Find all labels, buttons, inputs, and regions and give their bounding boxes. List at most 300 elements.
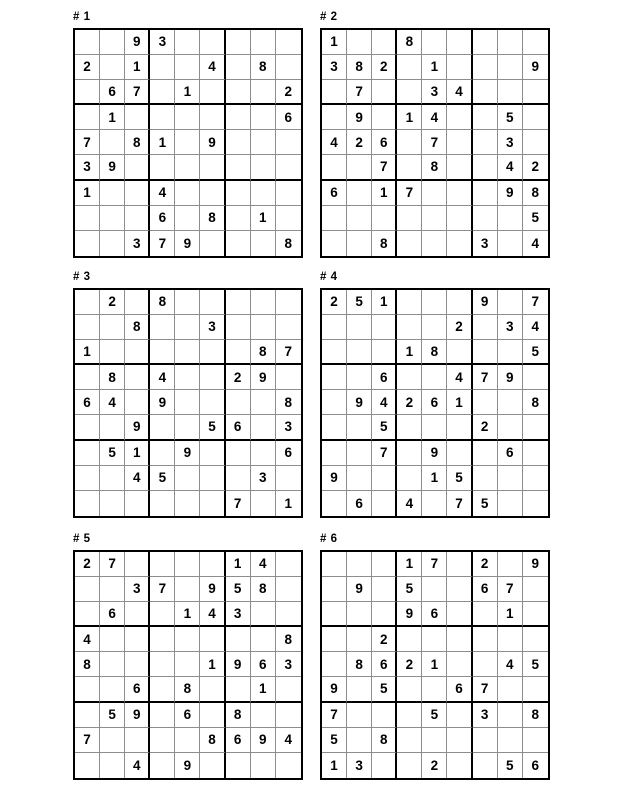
sudoku-cell[interactable]	[175, 340, 200, 365]
sudoku-cell[interactable]: 7	[523, 290, 548, 315]
sudoku-cell[interactable]	[322, 80, 347, 105]
sudoku-cell[interactable]	[251, 30, 276, 55]
sudoku-cell[interactable]	[447, 552, 472, 577]
sudoku-cell[interactable]	[347, 466, 372, 491]
sudoku-cell[interactable]	[251, 627, 276, 652]
sudoku-cell[interactable]	[473, 315, 498, 340]
sudoku-cell[interactable]	[498, 206, 523, 231]
sudoku-cell[interactable]	[372, 105, 397, 130]
sudoku-cell[interactable]: 9	[100, 155, 125, 180]
sudoku-cell[interactable]: 2	[372, 55, 397, 80]
sudoku-cell[interactable]: 2	[322, 290, 347, 315]
sudoku-cell[interactable]	[175, 105, 200, 130]
sudoku-cell[interactable]: 7	[150, 577, 175, 602]
sudoku-cell[interactable]	[200, 677, 225, 702]
sudoku-cell[interactable]: 9	[498, 365, 523, 390]
sudoku-cell[interactable]: 8	[226, 703, 251, 728]
sudoku-cell[interactable]	[226, 105, 251, 130]
sudoku-cell[interactable]	[251, 181, 276, 206]
sudoku-cell[interactable]	[498, 55, 523, 80]
sudoku-cell[interactable]	[372, 315, 397, 340]
sudoku-cell[interactable]: 6	[276, 105, 301, 130]
sudoku-cell[interactable]	[100, 466, 125, 491]
sudoku-cell[interactable]: 7	[498, 577, 523, 602]
sudoku-cell[interactable]	[276, 315, 301, 340]
sudoku-cell[interactable]: 9	[347, 390, 372, 415]
sudoku-cell[interactable]	[175, 130, 200, 155]
sudoku-cell[interactable]	[523, 728, 548, 753]
sudoku-cell[interactable]: 9	[347, 105, 372, 130]
sudoku-cell[interactable]: 4	[125, 466, 150, 491]
sudoku-cell[interactable]	[447, 105, 472, 130]
sudoku-cell[interactable]	[200, 30, 225, 55]
sudoku-cell[interactable]: 1	[372, 181, 397, 206]
sudoku-cell[interactable]: 5	[523, 652, 548, 677]
sudoku-cell[interactable]: 8	[523, 390, 548, 415]
sudoku-cell[interactable]	[422, 677, 447, 702]
sudoku-cell[interactable]: 3	[276, 415, 301, 440]
sudoku-cell[interactable]	[523, 491, 548, 516]
sudoku-cell[interactable]	[175, 55, 200, 80]
sudoku-cell[interactable]	[75, 30, 100, 55]
sudoku-cell[interactable]	[397, 130, 422, 155]
sudoku-cell[interactable]: 5	[498, 753, 523, 778]
sudoku-cell[interactable]	[322, 340, 347, 365]
sudoku-cell[interactable]: 8	[347, 652, 372, 677]
sudoku-cell[interactable]: 4	[150, 365, 175, 390]
sudoku-cell[interactable]: 6	[422, 602, 447, 627]
sudoku-cell[interactable]: 8	[276, 231, 301, 256]
sudoku-cell[interactable]: 5	[226, 577, 251, 602]
sudoku-cell[interactable]	[498, 703, 523, 728]
sudoku-cell[interactable]	[523, 80, 548, 105]
sudoku-cell[interactable]	[422, 181, 447, 206]
sudoku-cell[interactable]	[175, 365, 200, 390]
sudoku-cell[interactable]: 9	[175, 441, 200, 466]
sudoku-cell[interactable]	[447, 602, 472, 627]
sudoku-cell[interactable]	[175, 30, 200, 55]
sudoku-cell[interactable]: 6	[473, 577, 498, 602]
sudoku-cell[interactable]: 3	[422, 80, 447, 105]
sudoku-cell[interactable]	[251, 390, 276, 415]
sudoku-cell[interactable]: 2	[523, 155, 548, 180]
sudoku-cell[interactable]	[150, 703, 175, 728]
sudoku-cell[interactable]	[473, 30, 498, 55]
sudoku-cell[interactable]: 2	[422, 753, 447, 778]
sudoku-cell[interactable]	[200, 105, 225, 130]
sudoku-cell[interactable]: 8	[397, 30, 422, 55]
sudoku-cell[interactable]	[125, 652, 150, 677]
sudoku-cell[interactable]	[226, 441, 251, 466]
sudoku-cell[interactable]: 7	[75, 728, 100, 753]
sudoku-cell[interactable]	[100, 728, 125, 753]
sudoku-cell[interactable]	[276, 30, 301, 55]
sudoku-cell[interactable]: 9	[251, 728, 276, 753]
sudoku-cell[interactable]	[447, 130, 472, 155]
sudoku-cell[interactable]	[125, 552, 150, 577]
sudoku-cell[interactable]	[372, 30, 397, 55]
sudoku-cell[interactable]	[347, 728, 372, 753]
sudoku-cell[interactable]	[447, 441, 472, 466]
sudoku-cell[interactable]	[322, 231, 347, 256]
sudoku-cell[interactable]	[276, 703, 301, 728]
sudoku-cell[interactable]: 6	[523, 753, 548, 778]
sudoku-cell[interactable]: 1	[150, 130, 175, 155]
sudoku-cell[interactable]	[322, 105, 347, 130]
sudoku-cell[interactable]	[276, 577, 301, 602]
sudoku-cell[interactable]: 1	[226, 552, 251, 577]
sudoku-cell[interactable]	[200, 365, 225, 390]
sudoku-cell[interactable]	[125, 728, 150, 753]
sudoku-cell[interactable]	[226, 677, 251, 702]
sudoku-cell[interactable]	[125, 602, 150, 627]
sudoku-cell[interactable]: 3	[498, 130, 523, 155]
sudoku-cell[interactable]: 9	[150, 390, 175, 415]
sudoku-cell[interactable]: 8	[347, 55, 372, 80]
sudoku-cell[interactable]: 6	[372, 652, 397, 677]
sudoku-cell[interactable]	[498, 390, 523, 415]
sudoku-cell[interactable]	[251, 155, 276, 180]
sudoku-cell[interactable]: 5	[100, 703, 125, 728]
sudoku-cell[interactable]	[473, 390, 498, 415]
sudoku-cell[interactable]	[422, 415, 447, 440]
sudoku-cell[interactable]	[473, 728, 498, 753]
sudoku-cell[interactable]	[150, 441, 175, 466]
sudoku-cell[interactable]: 4	[372, 390, 397, 415]
sudoku-cell[interactable]: 3	[251, 466, 276, 491]
sudoku-cell[interactable]	[100, 181, 125, 206]
sudoku-cell[interactable]	[175, 390, 200, 415]
sudoku-cell[interactable]	[125, 627, 150, 652]
sudoku-cell[interactable]: 6	[125, 677, 150, 702]
sudoku-cell[interactable]	[397, 155, 422, 180]
sudoku-cell[interactable]: 5	[422, 703, 447, 728]
sudoku-cell[interactable]: 3	[200, 315, 225, 340]
sudoku-cell[interactable]	[125, 206, 150, 231]
sudoku-cell[interactable]: 2	[276, 80, 301, 105]
sudoku-cell[interactable]	[175, 315, 200, 340]
sudoku-cell[interactable]	[347, 181, 372, 206]
sudoku-cell[interactable]: 7	[422, 130, 447, 155]
sudoku-cell[interactable]: 1	[200, 652, 225, 677]
sudoku-cell[interactable]	[322, 206, 347, 231]
sudoku-cell[interactable]	[473, 602, 498, 627]
sudoku-cell[interactable]: 6	[226, 415, 251, 440]
sudoku-cell[interactable]: 3	[226, 602, 251, 627]
sudoku-cell[interactable]	[150, 728, 175, 753]
sudoku-cell[interactable]: 7	[226, 491, 251, 516]
sudoku-cell[interactable]: 1	[75, 340, 100, 365]
sudoku-cell[interactable]	[473, 55, 498, 80]
sudoku-cell[interactable]: 1	[125, 441, 150, 466]
sudoku-cell[interactable]	[175, 181, 200, 206]
sudoku-cell[interactable]	[251, 491, 276, 516]
sudoku-cell[interactable]	[422, 315, 447, 340]
sudoku-cell[interactable]	[473, 155, 498, 180]
sudoku-cell[interactable]	[498, 80, 523, 105]
sudoku-cell[interactable]: 1	[397, 552, 422, 577]
sudoku-cell[interactable]: 9	[422, 441, 447, 466]
sudoku-cell[interactable]: 3	[322, 55, 347, 80]
sudoku-cell[interactable]	[100, 315, 125, 340]
sudoku-cell[interactable]: 5	[150, 466, 175, 491]
sudoku-cell[interactable]	[251, 80, 276, 105]
sudoku-cell[interactable]	[150, 491, 175, 516]
sudoku-cell[interactable]	[322, 365, 347, 390]
sudoku-cell[interactable]	[100, 130, 125, 155]
sudoku-cell[interactable]	[200, 290, 225, 315]
sudoku-cell[interactable]	[150, 105, 175, 130]
sudoku-cell[interactable]: 9	[125, 703, 150, 728]
sudoku-cell[interactable]	[397, 703, 422, 728]
sudoku-cell[interactable]	[347, 206, 372, 231]
sudoku-cell[interactable]: 8	[276, 390, 301, 415]
sudoku-cell[interactable]: 3	[75, 155, 100, 180]
sudoku-cell[interactable]: 8	[523, 703, 548, 728]
sudoku-cell[interactable]	[200, 441, 225, 466]
sudoku-cell[interactable]	[422, 491, 447, 516]
sudoku-cell[interactable]	[498, 491, 523, 516]
sudoku-cell[interactable]	[150, 552, 175, 577]
sudoku-cell[interactable]	[276, 155, 301, 180]
sudoku-cell[interactable]	[125, 155, 150, 180]
sudoku-cell[interactable]	[397, 80, 422, 105]
sudoku-cell[interactable]	[200, 753, 225, 778]
sudoku-cell[interactable]	[523, 30, 548, 55]
sudoku-cell[interactable]	[226, 181, 251, 206]
sudoku-cell[interactable]: 7	[125, 80, 150, 105]
sudoku-cell[interactable]	[226, 340, 251, 365]
sudoku-cell[interactable]: 9	[251, 365, 276, 390]
sudoku-cell[interactable]: 8	[200, 206, 225, 231]
sudoku-cell[interactable]: 1	[422, 652, 447, 677]
sudoku-cell[interactable]	[251, 415, 276, 440]
sudoku-cell[interactable]: 2	[347, 130, 372, 155]
sudoku-cell[interactable]	[75, 677, 100, 702]
sudoku-cell[interactable]	[397, 627, 422, 652]
sudoku-cell[interactable]	[422, 577, 447, 602]
sudoku-cell[interactable]	[150, 80, 175, 105]
sudoku-cell[interactable]: 7	[372, 441, 397, 466]
sudoku-cell[interactable]	[226, 315, 251, 340]
sudoku-cell[interactable]	[150, 652, 175, 677]
sudoku-cell[interactable]: 7	[422, 552, 447, 577]
sudoku-cell[interactable]	[200, 155, 225, 180]
sudoku-cell[interactable]: 1	[175, 602, 200, 627]
sudoku-cell[interactable]	[226, 155, 251, 180]
sudoku-cell[interactable]: 9	[175, 231, 200, 256]
sudoku-cell[interactable]	[150, 677, 175, 702]
sudoku-cell[interactable]	[523, 577, 548, 602]
sudoku-cell[interactable]	[347, 552, 372, 577]
sudoku-cell[interactable]	[100, 753, 125, 778]
sudoku-cell[interactable]	[397, 415, 422, 440]
sudoku-cell[interactable]: 1	[251, 206, 276, 231]
sudoku-cell[interactable]: 6	[447, 677, 472, 702]
sudoku-cell[interactable]: 5	[322, 728, 347, 753]
sudoku-cell[interactable]	[322, 602, 347, 627]
sudoku-cell[interactable]	[372, 340, 397, 365]
sudoku-cell[interactable]: 6	[251, 652, 276, 677]
sudoku-cell[interactable]: 4	[447, 80, 472, 105]
sudoku-cell[interactable]	[75, 415, 100, 440]
sudoku-cell[interactable]: 2	[397, 390, 422, 415]
sudoku-cell[interactable]: 3	[473, 703, 498, 728]
sudoku-cell[interactable]	[422, 627, 447, 652]
sudoku-cell[interactable]: 9	[125, 30, 150, 55]
sudoku-cell[interactable]	[75, 703, 100, 728]
sudoku-cell[interactable]	[523, 415, 548, 440]
sudoku-cell[interactable]: 2	[226, 365, 251, 390]
sudoku-cell[interactable]: 7	[276, 340, 301, 365]
sudoku-cell[interactable]	[322, 155, 347, 180]
sudoku-cell[interactable]	[473, 466, 498, 491]
sudoku-cell[interactable]	[397, 206, 422, 231]
sudoku-cell[interactable]	[100, 231, 125, 256]
sudoku-cell[interactable]	[397, 290, 422, 315]
sudoku-cell[interactable]	[473, 753, 498, 778]
sudoku-cell[interactable]	[125, 181, 150, 206]
sudoku-cell[interactable]	[347, 627, 372, 652]
sudoku-cell[interactable]	[175, 491, 200, 516]
sudoku-cell[interactable]: 7	[397, 181, 422, 206]
sudoku-cell[interactable]	[447, 290, 472, 315]
sudoku-cell[interactable]	[498, 290, 523, 315]
sudoku-cell[interactable]	[322, 315, 347, 340]
sudoku-cell[interactable]	[251, 602, 276, 627]
sudoku-cell[interactable]: 4	[200, 55, 225, 80]
sudoku-cell[interactable]: 1	[75, 181, 100, 206]
sudoku-cell[interactable]: 6	[150, 206, 175, 231]
sudoku-cell[interactable]	[150, 55, 175, 80]
sudoku-cell[interactable]	[447, 181, 472, 206]
sudoku-cell[interactable]	[372, 552, 397, 577]
sudoku-cell[interactable]	[226, 466, 251, 491]
sudoku-cell[interactable]	[75, 577, 100, 602]
sudoku-cell[interactable]	[75, 315, 100, 340]
sudoku-cell[interactable]: 4	[498, 652, 523, 677]
sudoku-cell[interactable]: 3	[125, 231, 150, 256]
sudoku-cell[interactable]	[347, 315, 372, 340]
sudoku-cell[interactable]: 6	[372, 365, 397, 390]
sudoku-cell[interactable]: 1	[100, 105, 125, 130]
sudoku-cell[interactable]: 1	[125, 55, 150, 80]
sudoku-cell[interactable]	[200, 181, 225, 206]
sudoku-cell[interactable]	[447, 627, 472, 652]
sudoku-cell[interactable]	[422, 206, 447, 231]
sudoku-cell[interactable]	[75, 491, 100, 516]
sudoku-cell[interactable]: 4	[498, 155, 523, 180]
sudoku-cell[interactable]	[322, 577, 347, 602]
sudoku-cell[interactable]	[498, 231, 523, 256]
sudoku-cell[interactable]: 9	[175, 753, 200, 778]
sudoku-cell[interactable]	[276, 55, 301, 80]
sudoku-cell[interactable]: 7	[473, 365, 498, 390]
sudoku-cell[interactable]	[447, 231, 472, 256]
sudoku-cell[interactable]: 7	[75, 130, 100, 155]
sudoku-cell[interactable]: 8	[175, 677, 200, 702]
sudoku-cell[interactable]: 1	[422, 55, 447, 80]
sudoku-cell[interactable]: 4	[150, 181, 175, 206]
sudoku-cell[interactable]	[276, 677, 301, 702]
sudoku-cell[interactable]	[498, 415, 523, 440]
sudoku-cell[interactable]	[422, 365, 447, 390]
sudoku-cell[interactable]	[473, 340, 498, 365]
sudoku-cell[interactable]	[226, 80, 251, 105]
sudoku-cell[interactable]: 2	[100, 290, 125, 315]
sudoku-cell[interactable]: 2	[372, 627, 397, 652]
sudoku-cell[interactable]: 7	[100, 552, 125, 577]
sudoku-cell[interactable]	[447, 703, 472, 728]
sudoku-cell[interactable]	[498, 30, 523, 55]
sudoku-cell[interactable]	[447, 55, 472, 80]
sudoku-cell[interactable]: 5	[523, 206, 548, 231]
sudoku-cell[interactable]	[175, 728, 200, 753]
sudoku-cell[interactable]	[347, 231, 372, 256]
sudoku-cell[interactable]: 1	[372, 290, 397, 315]
sudoku-cell[interactable]: 8	[251, 577, 276, 602]
sudoku-cell[interactable]	[100, 30, 125, 55]
sudoku-cell[interactable]: 4	[276, 728, 301, 753]
sudoku-cell[interactable]: 9	[473, 290, 498, 315]
sudoku-cell[interactable]: 1	[447, 390, 472, 415]
sudoku-cell[interactable]: 1	[276, 491, 301, 516]
sudoku-cell[interactable]	[473, 441, 498, 466]
sudoku-cell[interactable]	[347, 365, 372, 390]
sudoku-cell[interactable]	[100, 415, 125, 440]
sudoku-cell[interactable]: 7	[372, 155, 397, 180]
sudoku-cell[interactable]	[226, 290, 251, 315]
sudoku-cell[interactable]	[276, 365, 301, 390]
sudoku-cell[interactable]: 5	[498, 105, 523, 130]
sudoku-cell[interactable]	[276, 602, 301, 627]
sudoku-cell[interactable]	[75, 753, 100, 778]
sudoku-cell[interactable]	[523, 602, 548, 627]
sudoku-cell[interactable]	[276, 181, 301, 206]
sudoku-cell[interactable]	[447, 206, 472, 231]
sudoku-cell[interactable]: 4	[447, 365, 472, 390]
sudoku-cell[interactable]	[175, 290, 200, 315]
sudoku-cell[interactable]	[523, 365, 548, 390]
sudoku-cell[interactable]	[251, 130, 276, 155]
sudoku-cell[interactable]: 2	[75, 55, 100, 80]
sudoku-cell[interactable]	[276, 753, 301, 778]
sudoku-cell[interactable]	[347, 155, 372, 180]
sudoku-cell[interactable]	[125, 105, 150, 130]
sudoku-cell[interactable]	[200, 703, 225, 728]
sudoku-cell[interactable]: 5	[447, 466, 472, 491]
sudoku-cell[interactable]: 7	[347, 80, 372, 105]
sudoku-cell[interactable]	[523, 466, 548, 491]
sudoku-cell[interactable]	[422, 728, 447, 753]
sudoku-cell[interactable]	[276, 552, 301, 577]
sudoku-cell[interactable]	[498, 677, 523, 702]
sudoku-cell[interactable]: 6	[422, 390, 447, 415]
sudoku-cell[interactable]	[397, 55, 422, 80]
sudoku-cell[interactable]	[473, 181, 498, 206]
sudoku-cell[interactable]: 5	[397, 577, 422, 602]
sudoku-cell[interactable]	[322, 652, 347, 677]
sudoku-cell[interactable]: 7	[150, 231, 175, 256]
sudoku-cell[interactable]: 8	[422, 155, 447, 180]
sudoku-cell[interactable]	[75, 80, 100, 105]
sudoku-cell[interactable]	[100, 577, 125, 602]
sudoku-cell[interactable]: 4	[523, 315, 548, 340]
sudoku-cell[interactable]	[347, 677, 372, 702]
sudoku-cell[interactable]: 3	[347, 753, 372, 778]
sudoku-cell[interactable]	[200, 231, 225, 256]
sudoku-cell[interactable]	[322, 491, 347, 516]
